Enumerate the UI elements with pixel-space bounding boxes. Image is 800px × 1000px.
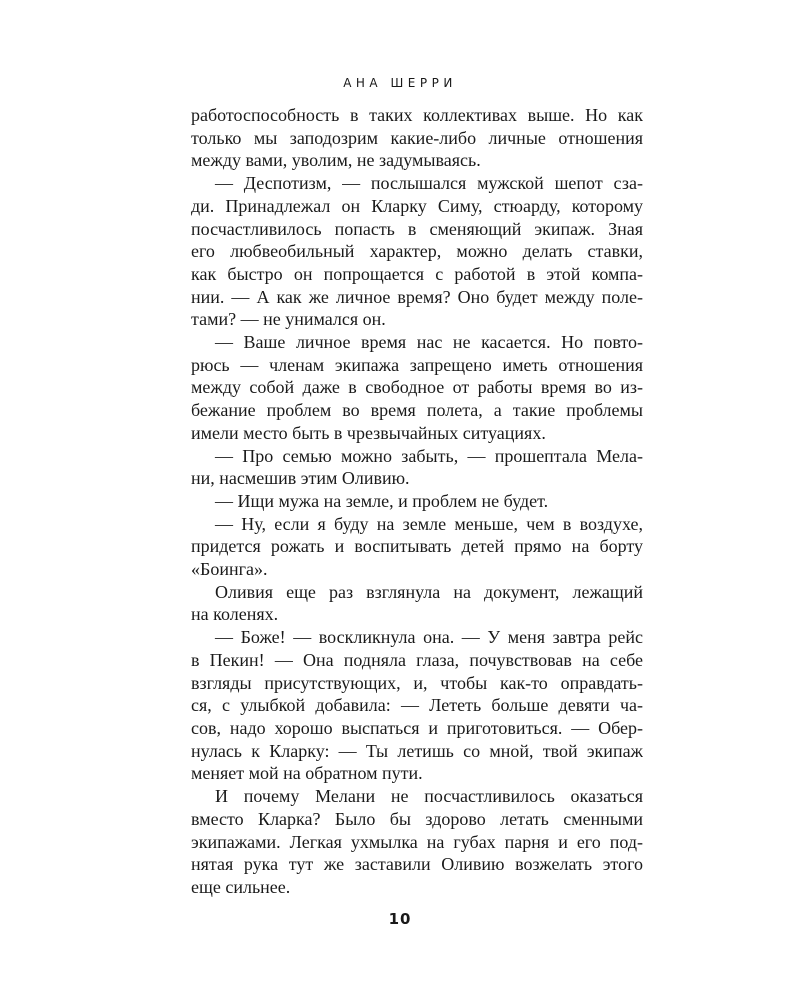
text-line: на коленях. [191, 604, 279, 625]
text-line: еще сильнее. [191, 876, 291, 897]
text-line: как быстро он попрощается с работой в этой компа- [191, 263, 643, 284]
text-line: тами? — не унимался он. [191, 309, 386, 330]
text-line: бежание проблем во время полета, а такие проблемы [191, 400, 643, 421]
text-line: придется рожать и воспитывать детей прямо на борту [191, 536, 643, 557]
text-line: И почему Мелани не посчастливилось оказаться [215, 786, 643, 807]
text-line: рюсь — членам экипажа запрещено иметь отношения [191, 354, 643, 375]
text-line: — Деспотизм, — послышался мужской шепот сза- [215, 173, 643, 194]
body-text [191, 104, 643, 899]
text-line: взгляды присутствующих, и, чтобы как-то оправдать- [191, 672, 643, 693]
text-line: меняет мой на обратном пути. [191, 763, 423, 784]
text-line: нулась к Кларку: — Ты летишь со мной, твой экипаж [191, 740, 643, 761]
text-line: вместо Кларка? Было бы здорово летать сменными [191, 808, 643, 829]
text-line: только мы заподозрим какие-либо личные отношения [191, 127, 643, 148]
text-line: — Ищи мужа на земле, и проблем не будет. [215, 490, 549, 511]
text-line: ди. Принадлежал он Кларку Симу, стюарду, которому [191, 195, 643, 216]
text-line: — Ну, если я буду на земле меньше, чем в воздухе, [215, 513, 643, 534]
text-line: — Ваше личное время нас не касается. Но повто- [215, 332, 643, 353]
text-line: нии. — А как же личное время? Оно будет между поле- [191, 286, 643, 307]
text-line: его любвеобильный характер, можно делать ставки, [191, 241, 643, 262]
text-line: работоспособность в таких коллективах выше. Но как [191, 105, 643, 125]
text-line: ни, насмешив этим Оливию. [191, 468, 410, 489]
text-line: «Боинга». [191, 559, 268, 580]
text-line: имели место быть в чрезвычайных ситуациях. [191, 422, 546, 443]
text-line: между собой даже в свободное от работы время во из- [191, 377, 643, 398]
text-line: экипажами. Легкая ухмылка на губах парня и его под- [191, 831, 643, 852]
text-line: Оливия еще раз взглянула на документ, лежащий [215, 581, 643, 602]
text-line: сов, надо хорошо выспаться и приготовиться. — Обер- [191, 717, 643, 738]
text-line: нятая рука тут же заставили Оливию возжелать этого [191, 854, 643, 875]
text-line: — Боже! — воскликнула она. — У меня завтра рейс [215, 627, 643, 648]
text-line: посчастливилось попасть в сменяющий экипаж. Зная [191, 218, 643, 239]
text-line: — Про семью можно забыть, — прошептала Мела- [215, 445, 643, 466]
running-header-author: АНА ШЕРРИ [343, 76, 457, 90]
text-line: ся, с улыбкой добавила: — Лететь больше девяти ча- [191, 695, 643, 716]
text-line: в Пекин! — Она подняла глаза, почувствовав на себе [191, 649, 643, 670]
page-number: 10 [388, 910, 412, 928]
text-line: между вами, уволим, не задумываясь. [191, 150, 481, 171]
